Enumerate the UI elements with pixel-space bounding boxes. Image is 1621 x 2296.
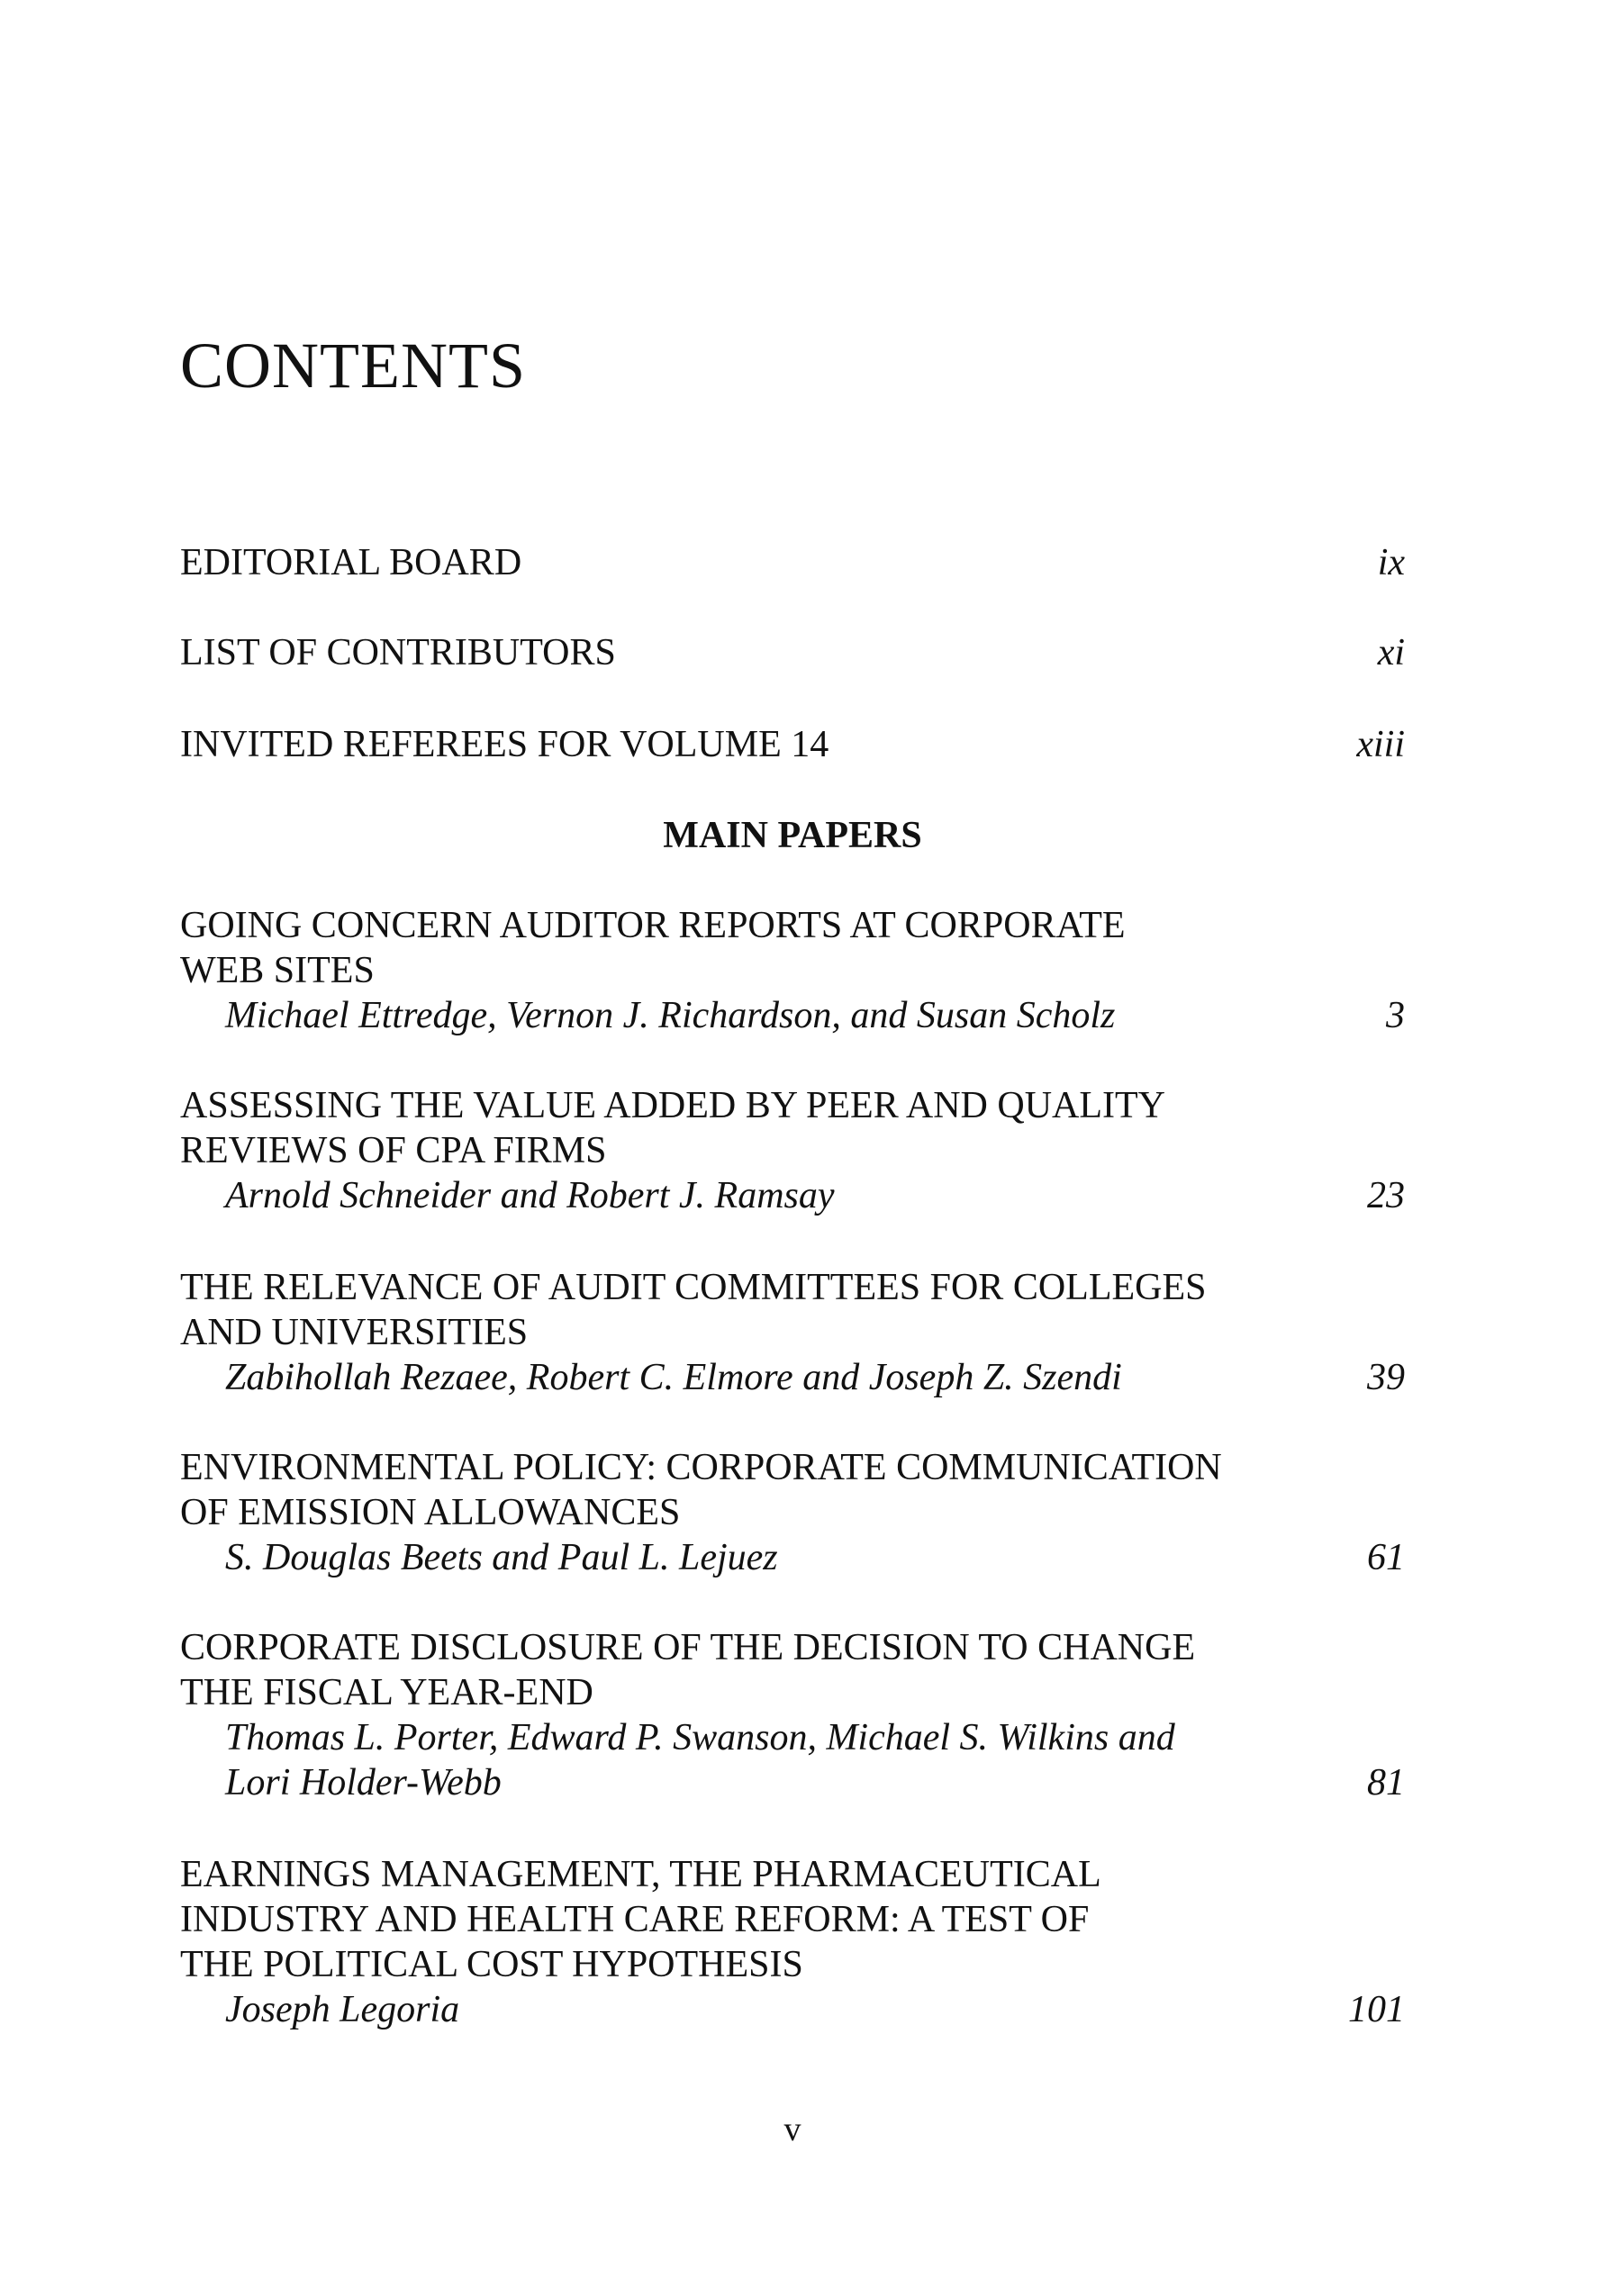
page-number: ix — [1377, 542, 1405, 583]
front-matter-entry — [180, 722, 1405, 767]
page-number: 3 — [1386, 995, 1405, 1036]
section-heading: MAIN PAPERS — [663, 815, 922, 856]
page-number: xiii — [1356, 724, 1405, 765]
entry-title-line: THE FISCAL YEAR-END — [180, 1672, 593, 1713]
entry-authors — [180, 1535, 1405, 1580]
entry-title-line: ENVIRONMENTAL POLICY: CORPORATE COMMUNICATION — [180, 1447, 1222, 1488]
toc-entry — [180, 903, 1405, 1038]
entry-title: LIST OF CONTRIBUTORS — [180, 632, 616, 673]
front-matter-entry — [180, 630, 1405, 675]
page-number: 61 — [1367, 1537, 1405, 1578]
toc-entry — [180, 1265, 1405, 1400]
toc-entry — [180, 1852, 1405, 2032]
page-number: xi — [1377, 632, 1405, 673]
entry-title-line: EARNINGS MANAGEMENT, THE PHARMACEUTICAL — [180, 1854, 1101, 1895]
front-matter-entry — [180, 540, 1405, 585]
entry-title: EDITORIAL BOARD — [180, 542, 522, 583]
entry-title-line: AND UNIVERSITIES — [180, 1312, 529, 1353]
entry-authors — [180, 1987, 1405, 2032]
entry-title-line: CORPORATE DISCLOSURE OF THE DECISION TO CHANGE — [180, 1627, 1196, 1668]
page-folio: v — [783, 2111, 801, 2148]
author-line: Michael Ettredge, Vernon J. Richardson, and Susan Scholz — [225, 995, 1116, 1036]
entry-authors — [180, 993, 1405, 1038]
entry-title-line: WEB SITES — [180, 950, 375, 991]
entry-title-line: REVIEWS OF CPA FIRMS — [180, 1130, 607, 1171]
entry-title-line: INDUSTRY AND HEALTH CARE REFORM: A TEST OF — [180, 1899, 1090, 1940]
toc-entry — [180, 1083, 1405, 1218]
entry-title-line: GOING CONCERN AUDITOR REPORTS AT CORPORATE — [180, 905, 1126, 946]
toc-entry — [180, 1625, 1405, 1805]
author-line: S. Douglas Beets and Paul L. Lejuez — [225, 1537, 778, 1578]
entry-title-line: OF EMISSION ALLOWANCES — [180, 1492, 681, 1533]
page-number: 81 — [1367, 1762, 1405, 1803]
entry-title-line: THE POLITICAL COST HYPOTHESIS — [180, 1944, 803, 1985]
author-line: Thomas L. Porter, Edward P. Swanson, Michael S. Wilkins and — [225, 1717, 1175, 1758]
author-line: Joseph Legoria — [225, 1989, 460, 2030]
entry-title-line: THE RELEVANCE OF AUDIT COMMITTEES FOR COLLEGES — [180, 1267, 1207, 1308]
entry-title-line: ASSESSING THE VALUE ADDED BY PEER AND QUALITY — [180, 1085, 1166, 1126]
entry-authors — [180, 1760, 1405, 1805]
page-number: 39 — [1367, 1357, 1405, 1398]
author-line: Lori Holder-Webb — [225, 1762, 502, 1803]
entry-authors — [180, 1355, 1405, 1400]
entry-authors — [180, 1715, 1405, 1760]
page-number: 101 — [1348, 1989, 1405, 2030]
entry-title: INVITED REFEREES FOR VOLUME 14 — [180, 724, 829, 765]
author-line: Zabihollah Rezaee, Robert C. Elmore and Joseph Z. Szendi — [225, 1357, 1122, 1398]
entry-authors — [180, 1173, 1405, 1218]
page-title: CONTENTS — [180, 330, 526, 402]
page-number: 23 — [1367, 1175, 1405, 1216]
toc-entry — [180, 1445, 1405, 1580]
author-line: Arnold Schneider and Robert J. Ramsay — [225, 1175, 835, 1216]
